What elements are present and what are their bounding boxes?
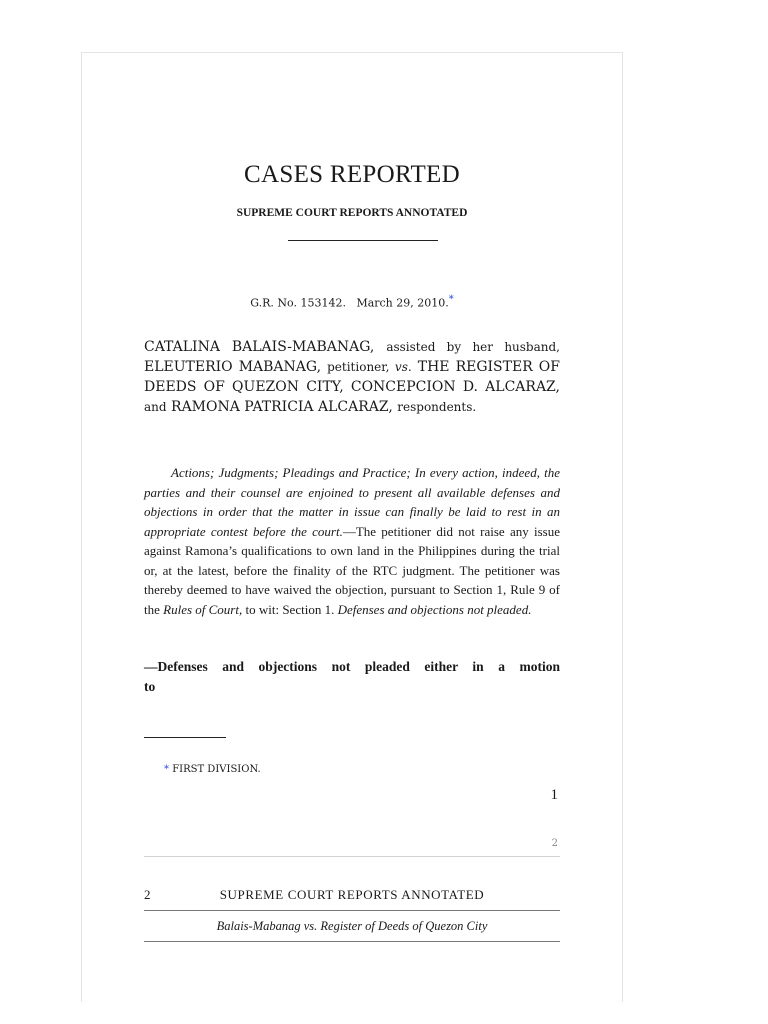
rules-of-court-ref: Rules of Court, [163, 601, 243, 617]
syllabus-headnote: Actions; Judgments; Pleadings and Practice; In every action, indeed, the parties and their counsel are enjoined to present all available defenses and objections in order that the matter in issue can finally be laid to rest in an appropriate contest before the court. [144, 465, 560, 539]
case-number: G.R. No. 153142. [250, 296, 346, 310]
footnote-divider [144, 737, 226, 738]
running-head-rule-top [144, 910, 560, 911]
case-footnote-link[interactable]: * [448, 294, 454, 305]
party-respondent-2: RAMONA PATRICIA ALCARAZ, [166, 399, 398, 415]
versus: vs. [394, 360, 412, 374]
bold-rule-text: —Defenses and objections not pleaded either in a motion [144, 659, 560, 674]
syllabus-paragraph [144, 463, 560, 619]
party-and: and [144, 400, 167, 414]
footnote-mark: * [164, 764, 169, 775]
running-head-rule-bottom [144, 941, 560, 942]
running-head-title: SUPREME COURT REPORTS ANNOTATED [219, 887, 485, 902]
case-parties [144, 337, 560, 417]
defenses-heading: Defenses and objections not pleaded. [337, 601, 532, 617]
page-indicator: 2 [551, 838, 558, 849]
bold-rule-text-cont: to [144, 679, 156, 694]
page-separator [144, 856, 560, 857]
case-number-line [82, 294, 622, 310]
running-head-page-number: 2 [144, 887, 151, 902]
running-head-case-title: Balais-Mabanag vs. Register of Deeds of Quezon City [216, 919, 488, 933]
footnote [164, 764, 261, 775]
party-note: assisted by her husband, [386, 340, 560, 354]
reporter-subtitle: SUPREME COURT REPORTS ANNOTATED [236, 207, 468, 219]
party-role-respondents: respondents. [397, 400, 477, 414]
title-divider [288, 240, 438, 241]
document-page [81, 52, 623, 1002]
party-husband: ELEUTERIO MABANAG, [144, 359, 328, 375]
case-date: March 29, 2010. [356, 296, 449, 310]
syllabus-body: —The petitioner did not raise any issue against Ramona’s qualifications to own land in the Philippines during the trial or, at the latest, before the finality of the RTC judgment. The petitioner was thereby deemed to have waived the objection, pursuant to Section 1, Rule 9 of the [144, 523, 560, 617]
party-petitioner: CATALINA BALAIS-MABANAG, [144, 339, 387, 355]
footnote-text: FIRST DIVISION. [172, 764, 261, 775]
party-respondents: THE REGISTER OF DEEDS OF QUEZON CITY, CONCEPCION D. ALCARAZ, [144, 359, 560, 395]
page-title: CASES REPORTED [244, 161, 460, 188]
page-number: 1 [550, 787, 558, 803]
party-role-petitioner: petitioner, [327, 360, 395, 374]
syllabus-body-2: to wit: Section 1. [242, 601, 338, 617]
